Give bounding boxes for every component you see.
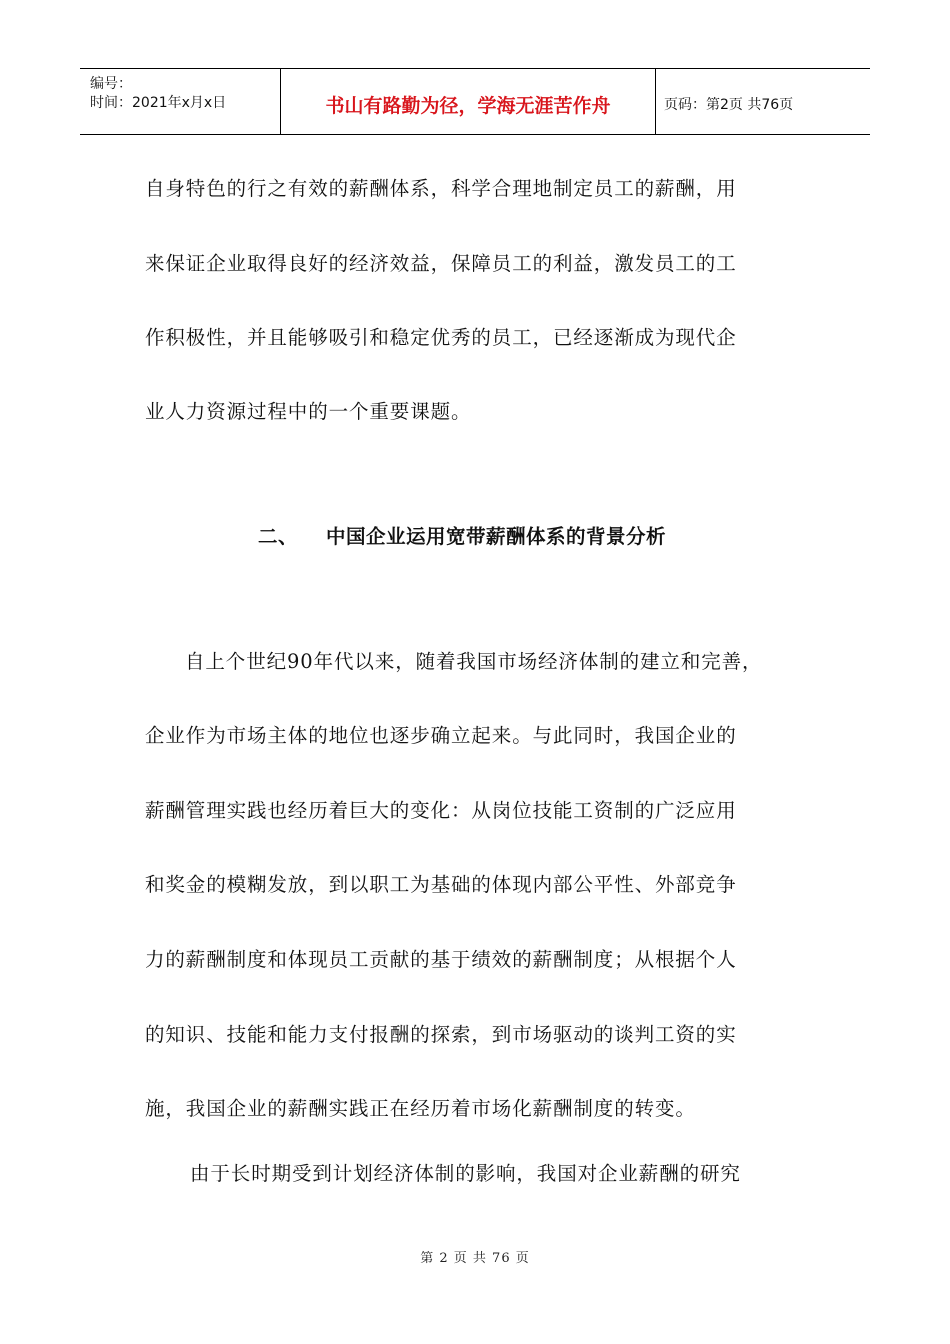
paragraph-2-line: 和奖金的模糊发放，到以职工为基础的体现内部公平性、外部竞争 <box>145 873 737 896</box>
paragraph-3-line: 由于长时期受到计划经济体制的影响，我国对企业薪酬的研究 <box>190 1162 741 1185</box>
paragraph-1-line: 自身特色的行之有效的薪酬体系，科学合理地制定员工的薪酬，用 <box>145 177 737 200</box>
paragraph-2-line: 力的薪酬制度和体现员工贡献的基于绩效的薪酬制度；从根据个人 <box>145 948 737 971</box>
paragraph-2-line: 自上个世纪90年代以来，随着我国市场经济体制的建立和完善， <box>185 650 763 673</box>
header-motto-cell <box>281 69 656 134</box>
section-title: 中国企业运用宽带薪酬体系的背景分析 <box>326 525 667 548</box>
header-info-cell <box>80 69 281 134</box>
document-time-label: 时间：2021年x月x日 <box>90 95 227 111</box>
paragraph-2-line: 施，我国企业的薪酬实践正在经历着市场化薪酬制度的转变。 <box>145 1097 696 1120</box>
paragraph-2-line: 企业作为市场主体的地位也逐步确立起来。与此同时，我国企业的 <box>145 724 737 747</box>
document-number-label: 编号： <box>90 76 132 92</box>
paragraph-2-line: 的知识、技能和能力支付报酬的探索，到市场驱动的谈判工资的实 <box>145 1023 737 1046</box>
section-number: 二、 <box>258 525 299 548</box>
document-header-table <box>80 68 870 135</box>
section-heading <box>258 521 666 549</box>
paragraph-2-line: 薪酬管理实践也经历着巨大的变化：从岗位技能工资制的广泛应用 <box>145 799 737 822</box>
paragraph-1-line: 来保证企业取得良好的经济效益，保障员工的利益，激发员工的工 <box>145 252 737 275</box>
page-footer-number: 第 2 页 共 76 页 <box>420 1251 530 1266</box>
header-page-cell <box>656 69 870 134</box>
paragraph-1-line: 业人力资源过程中的一个重要课题。 <box>145 400 472 423</box>
paragraph-1-line: 作积极性，并且能够吸引和稳定优秀的员工，已经逐渐成为现代企 <box>145 326 737 349</box>
header-motto: 书山有路勤为径，学海无涯苦作舟 <box>325 95 611 117</box>
header-page-info: 页码：第2页 共76页 <box>664 97 794 113</box>
